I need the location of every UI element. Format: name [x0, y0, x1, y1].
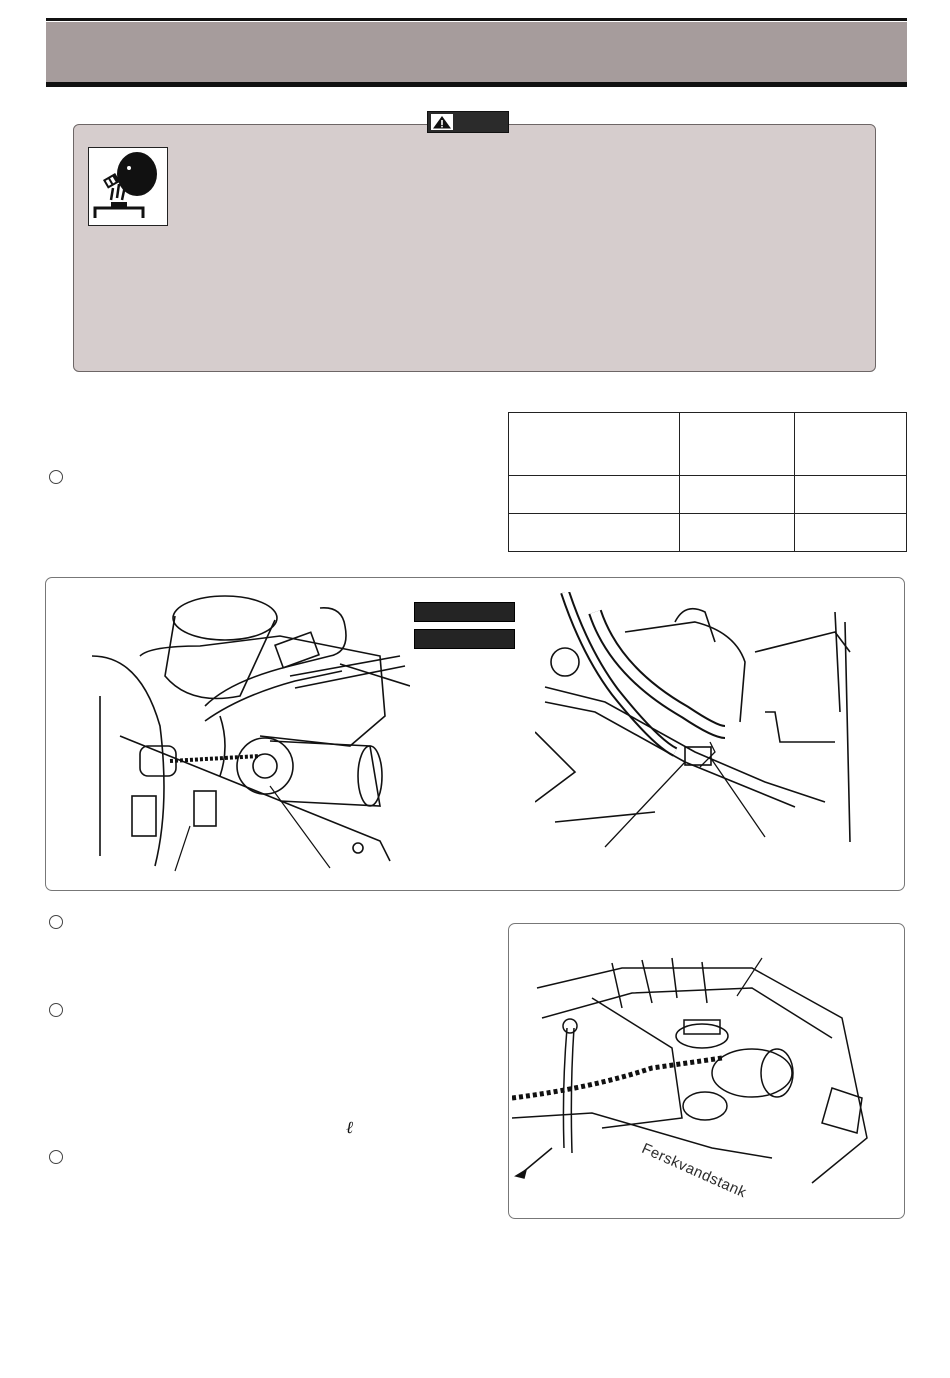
table-cell — [680, 413, 795, 476]
engine-drawing-left — [80, 586, 410, 876]
table-cell — [509, 413, 680, 476]
step-marker-2 — [49, 915, 63, 929]
unit-symbol-liter: ℓ — [346, 1118, 354, 1138]
warning-box — [73, 124, 876, 372]
table-cell — [509, 514, 680, 552]
warning-label-tag — [427, 111, 509, 133]
table-cell — [509, 476, 680, 514]
warning-triangle-icon — [431, 114, 453, 130]
step-marker-3 — [49, 1003, 63, 1017]
engine-drawing-freshwater-tank — [512, 948, 872, 1188]
table-cell — [795, 514, 907, 552]
header-top-rule — [46, 18, 907, 21]
engine-drawing-right — [535, 592, 855, 852]
table-cell — [680, 514, 795, 552]
header-bottom-rule — [46, 82, 907, 87]
step-marker-4 — [49, 1150, 63, 1164]
freshwater-tank-label: Ferskvandstank — [639, 1140, 750, 1202]
section-header-band — [46, 22, 907, 82]
spec-table — [508, 412, 907, 552]
model-tag-2 — [414, 629, 515, 649]
table-header-row — [509, 413, 907, 476]
table-cell — [680, 476, 795, 514]
table-cell — [795, 476, 907, 514]
model-tag-1 — [414, 602, 515, 622]
table-row — [509, 514, 907, 552]
table-cell — [795, 413, 907, 476]
table-row — [509, 476, 907, 514]
hot-coolant-hazard-icon — [88, 147, 168, 226]
step-marker-1 — [49, 470, 63, 484]
